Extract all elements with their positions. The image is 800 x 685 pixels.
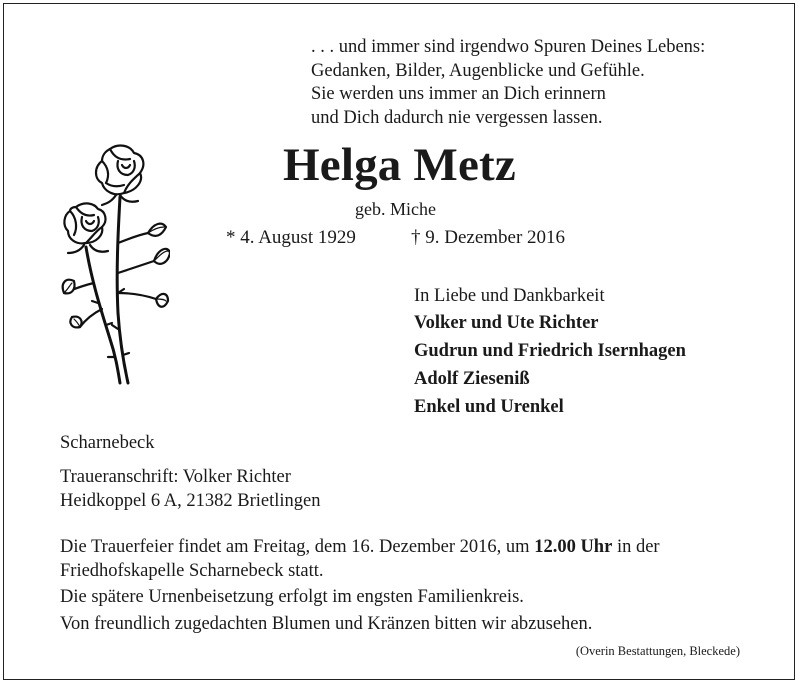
service-time: 12.00 Uhr: [534, 537, 613, 557]
service-line: [60, 536, 660, 560]
burial-line: Die spätere Urnenbeisetzung erfolgt im engsten Familienkreis.: [60, 587, 524, 607]
mourning-address: [60, 466, 321, 513]
poem: [311, 36, 705, 130]
mourner-name: Volker und Ute Richter: [414, 313, 599, 333]
service-text: in der: [612, 537, 660, 557]
service-info: [60, 536, 660, 636]
mourner-name: Gudrun und Friedrich Isernhagen: [414, 341, 686, 361]
rose-icon: [58, 143, 170, 389]
mourner-name: Adolf Zieseniß: [414, 369, 530, 389]
address-line: Traueranschrift: Volker Richter: [60, 467, 291, 487]
mourners-intro: In Liebe und Dankbarkeit: [414, 286, 605, 306]
service-line: Friedhofskapelle Scharnebeck statt.: [60, 560, 324, 581]
mourners-block: [414, 283, 686, 421]
poem-line: . . . und immer sind irgendwo Spuren Deines Lebens:: [311, 37, 706, 57]
service-text: Die Trauerfeier findet am Freitag, dem 16. Dezember 2016, um: [60, 537, 535, 557]
birth-name: geb. Miche: [355, 199, 436, 219]
place: Scharnebeck: [60, 433, 155, 453]
birth-date: * 4. August 1929: [226, 227, 356, 248]
address-line: Heidkoppel 6 A, 21382 Brietlingen: [60, 490, 321, 511]
poem-line: und Dich dadurch nie vergessen lassen.: [311, 107, 603, 128]
poem-line: Sie werden uns immer an Dich erinnern: [311, 84, 606, 104]
deceased-name: Helga Metz: [283, 139, 516, 191]
flowers-line: Von freundlich zugedachten Blumen und Kränzen bitten wir abzusehen.: [60, 613, 593, 634]
poem-line: Gedanken, Bilder, Augenblicke und Gefühle.: [311, 60, 645, 81]
mourner-name: Enkel und Urenkel: [414, 397, 564, 417]
death-date: † 9. Dezember 2016: [411, 227, 566, 248]
undertaker-credit: (Overin Bestattungen, Bleckede): [575, 644, 740, 658]
